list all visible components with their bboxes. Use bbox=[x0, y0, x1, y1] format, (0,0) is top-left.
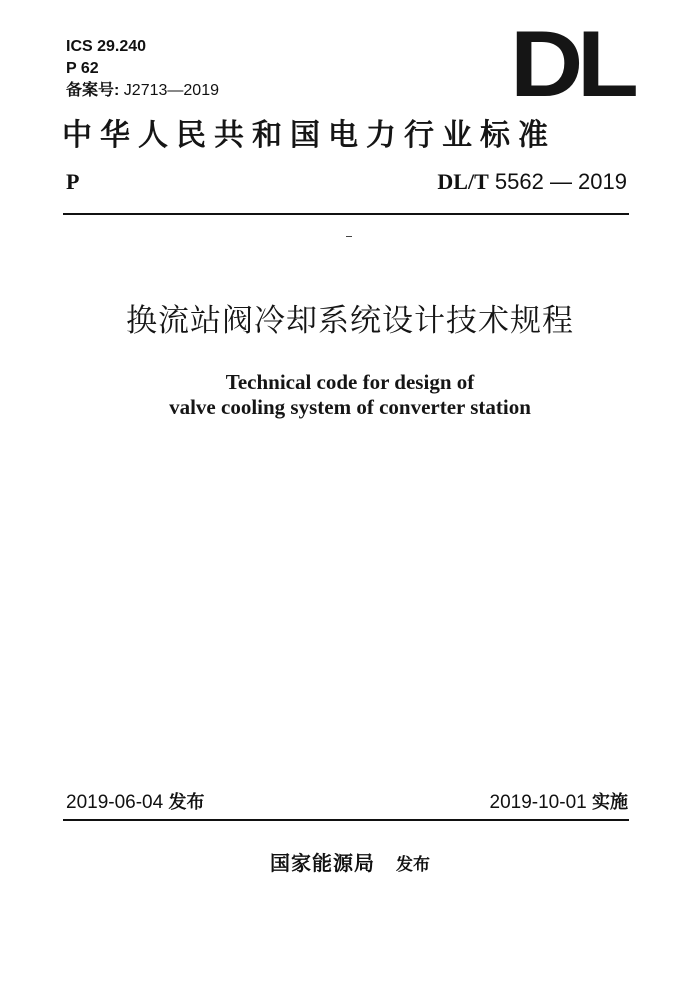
document-title-english-line2: valve cooling system of converter station bbox=[169, 395, 531, 419]
publisher-name: 国家能源局 bbox=[269, 851, 375, 875]
publisher bbox=[0, 850, 700, 878]
standard-code bbox=[437, 170, 627, 194]
issue-date-suffix: 发布 bbox=[168, 792, 205, 813]
registration-number bbox=[66, 81, 219, 100]
issue-date-value: 2019-06-04 bbox=[66, 792, 164, 813]
small-dash-mark bbox=[346, 236, 352, 237]
registration-value: J2713—2019 bbox=[123, 82, 219, 99]
classification-letter: P bbox=[66, 169, 80, 194]
industry-standard-heading: 中华人民共和国电力行业标准 bbox=[62, 118, 556, 153]
ics-code: ICS 29.240 bbox=[66, 38, 147, 55]
standard-code-number: 5562 — 2019 bbox=[494, 169, 627, 194]
implementation-date-suffix: 实施 bbox=[592, 792, 628, 813]
registration-label: 备案号: bbox=[66, 82, 120, 99]
ccs-code: P 62 bbox=[66, 60, 99, 77]
document-title-chinese: 换流站阀冷却系统设计技术规程 bbox=[126, 303, 574, 339]
bottom-divider bbox=[63, 819, 629, 821]
top-divider bbox=[63, 213, 629, 215]
dl-logo: DL bbox=[510, 11, 633, 116]
publisher-action: 发布 bbox=[396, 855, 431, 875]
document-title-english-line1: Technical code for design of bbox=[225, 370, 475, 394]
issue-date bbox=[66, 791, 204, 815]
standard-code-prefix: DL/T bbox=[437, 169, 489, 194]
implementation-date-value: 2019-10-01 bbox=[489, 792, 587, 813]
implementation-date bbox=[490, 791, 628, 815]
